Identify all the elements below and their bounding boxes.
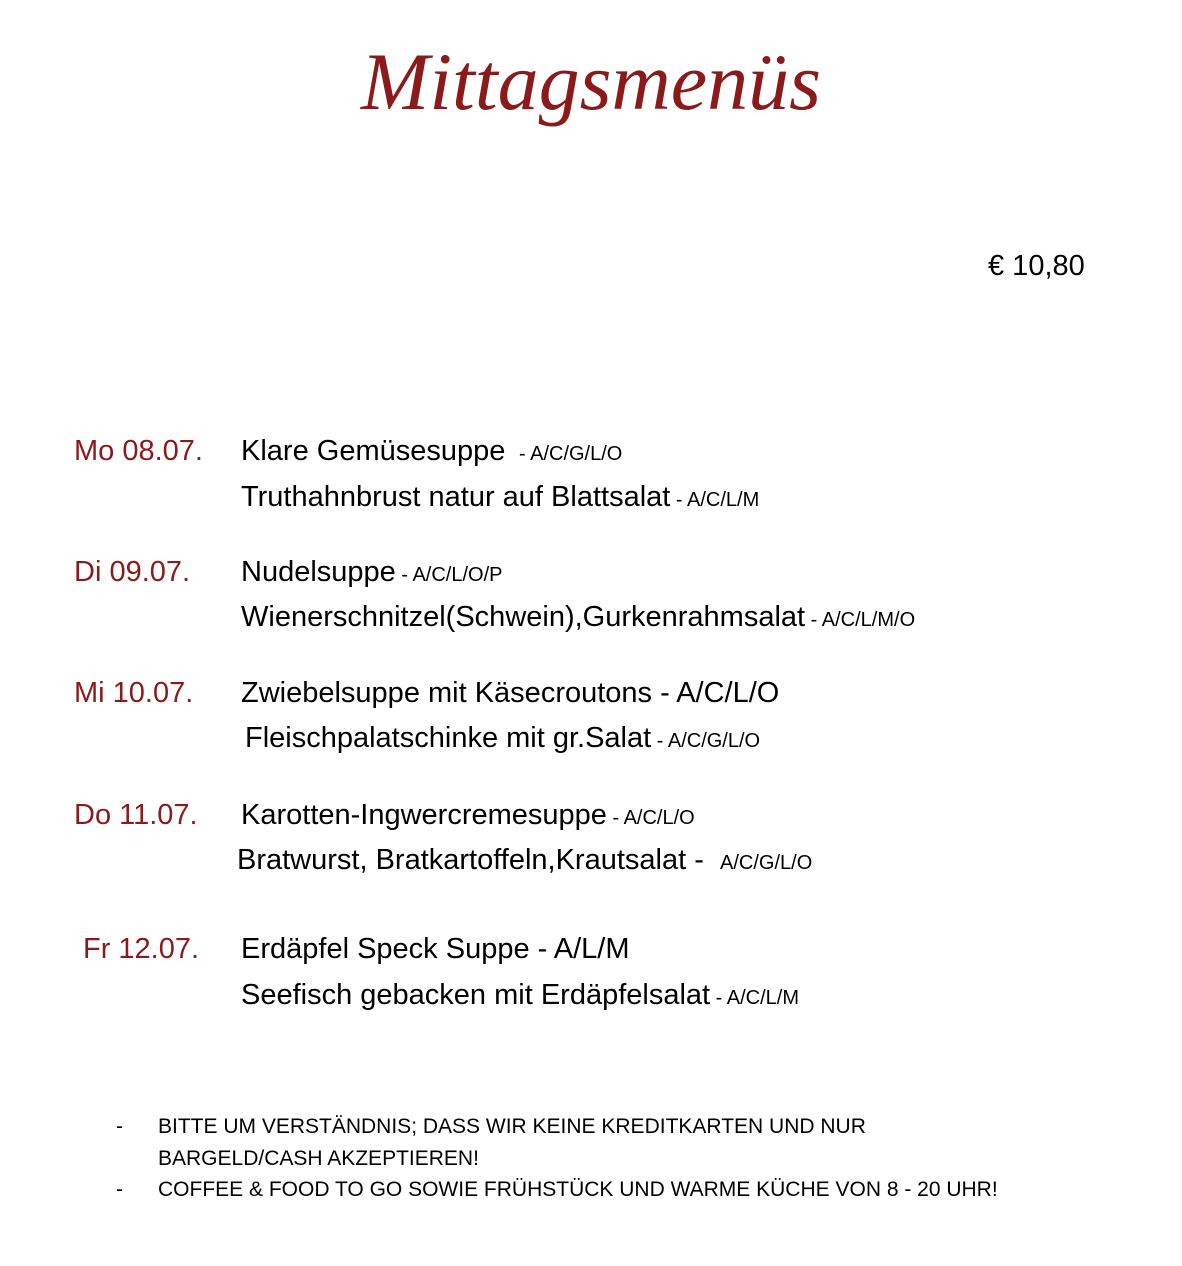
soup-allergens: - A/C/G/L/O [513,443,623,465]
main-name: Bratwurst, Bratkartoffeln,Krautsalat - [237,844,712,876]
soup-name: Klare Gemüsesuppe [241,435,506,467]
soup-thursday [241,797,695,836]
day-label-friday: Fr 12.07. [83,933,200,965]
main-name: Wienerschnitzel(Schwein),Gurkenrahmsalat [241,601,806,633]
main-name: Fleischpalatschinke mit gr.Salat [245,722,652,754]
soup-name: Nudelsuppe [241,556,396,588]
main-allergens: - A/C/L/M [670,489,760,511]
note-hours: COFFEE & FOOD TO GO SOWIE FRÜHSTÜCK UND WARME KÜCHE VON 8 - 20 UHR! [158,1178,998,1201]
day-label-thursday: Do 11.07. [74,799,198,831]
note-payment-line-2: BARGELD/CASH AKZEPTIEREN! [158,1147,479,1170]
main-monday [241,479,759,518]
soup-allergens: - A/C/L/O/P [395,564,503,586]
main-thursday [237,842,812,881]
day-label-monday: Mo 08.07. [74,435,203,467]
note-bullet: - [116,1115,123,1138]
note-bullet: - [116,1178,123,1201]
main-name: Seefisch gebacken mit Erdäpfelsalat [241,979,711,1011]
main-allergens: A/C/G/L/O [720,852,813,874]
soup-name: Zwiebelsuppe mit Käsecroutons - A/C/L/O [241,677,780,709]
main-allergens: - A/C/L/M/O [805,609,916,631]
main-allergens: - A/C/G/L/O [651,730,761,752]
soup-wednesday [241,675,779,711]
day-label-wednesday: Mi 10.07. [74,677,194,709]
soup-monday [241,433,622,472]
day-label-tuesday: Di 09.07. [74,556,191,588]
main-allergens: - A/C/L/M [710,987,800,1009]
main-name: Truthahnbrust natur auf Blattsalat [241,481,671,513]
soup-friday [241,931,630,967]
soup-allergens: - A/C/L/O [606,807,695,829]
main-tuesday [241,599,915,638]
page-title: Mittagsmenüs [360,36,822,127]
main-wednesday [245,720,760,759]
soup-name: Karotten-Ingwercremesuppe [241,799,607,831]
soup-name: Erdäpfel Speck Suppe - A/L/M [241,933,630,965]
main-friday [241,977,799,1016]
soup-tuesday [241,554,503,593]
menu-price: € 10,80 [988,250,1085,282]
note-payment-line-1: BITTE UM VERSTÄNDNIS; DASS WIR KEINE KREDITKARTEN UND NUR [158,1115,866,1138]
